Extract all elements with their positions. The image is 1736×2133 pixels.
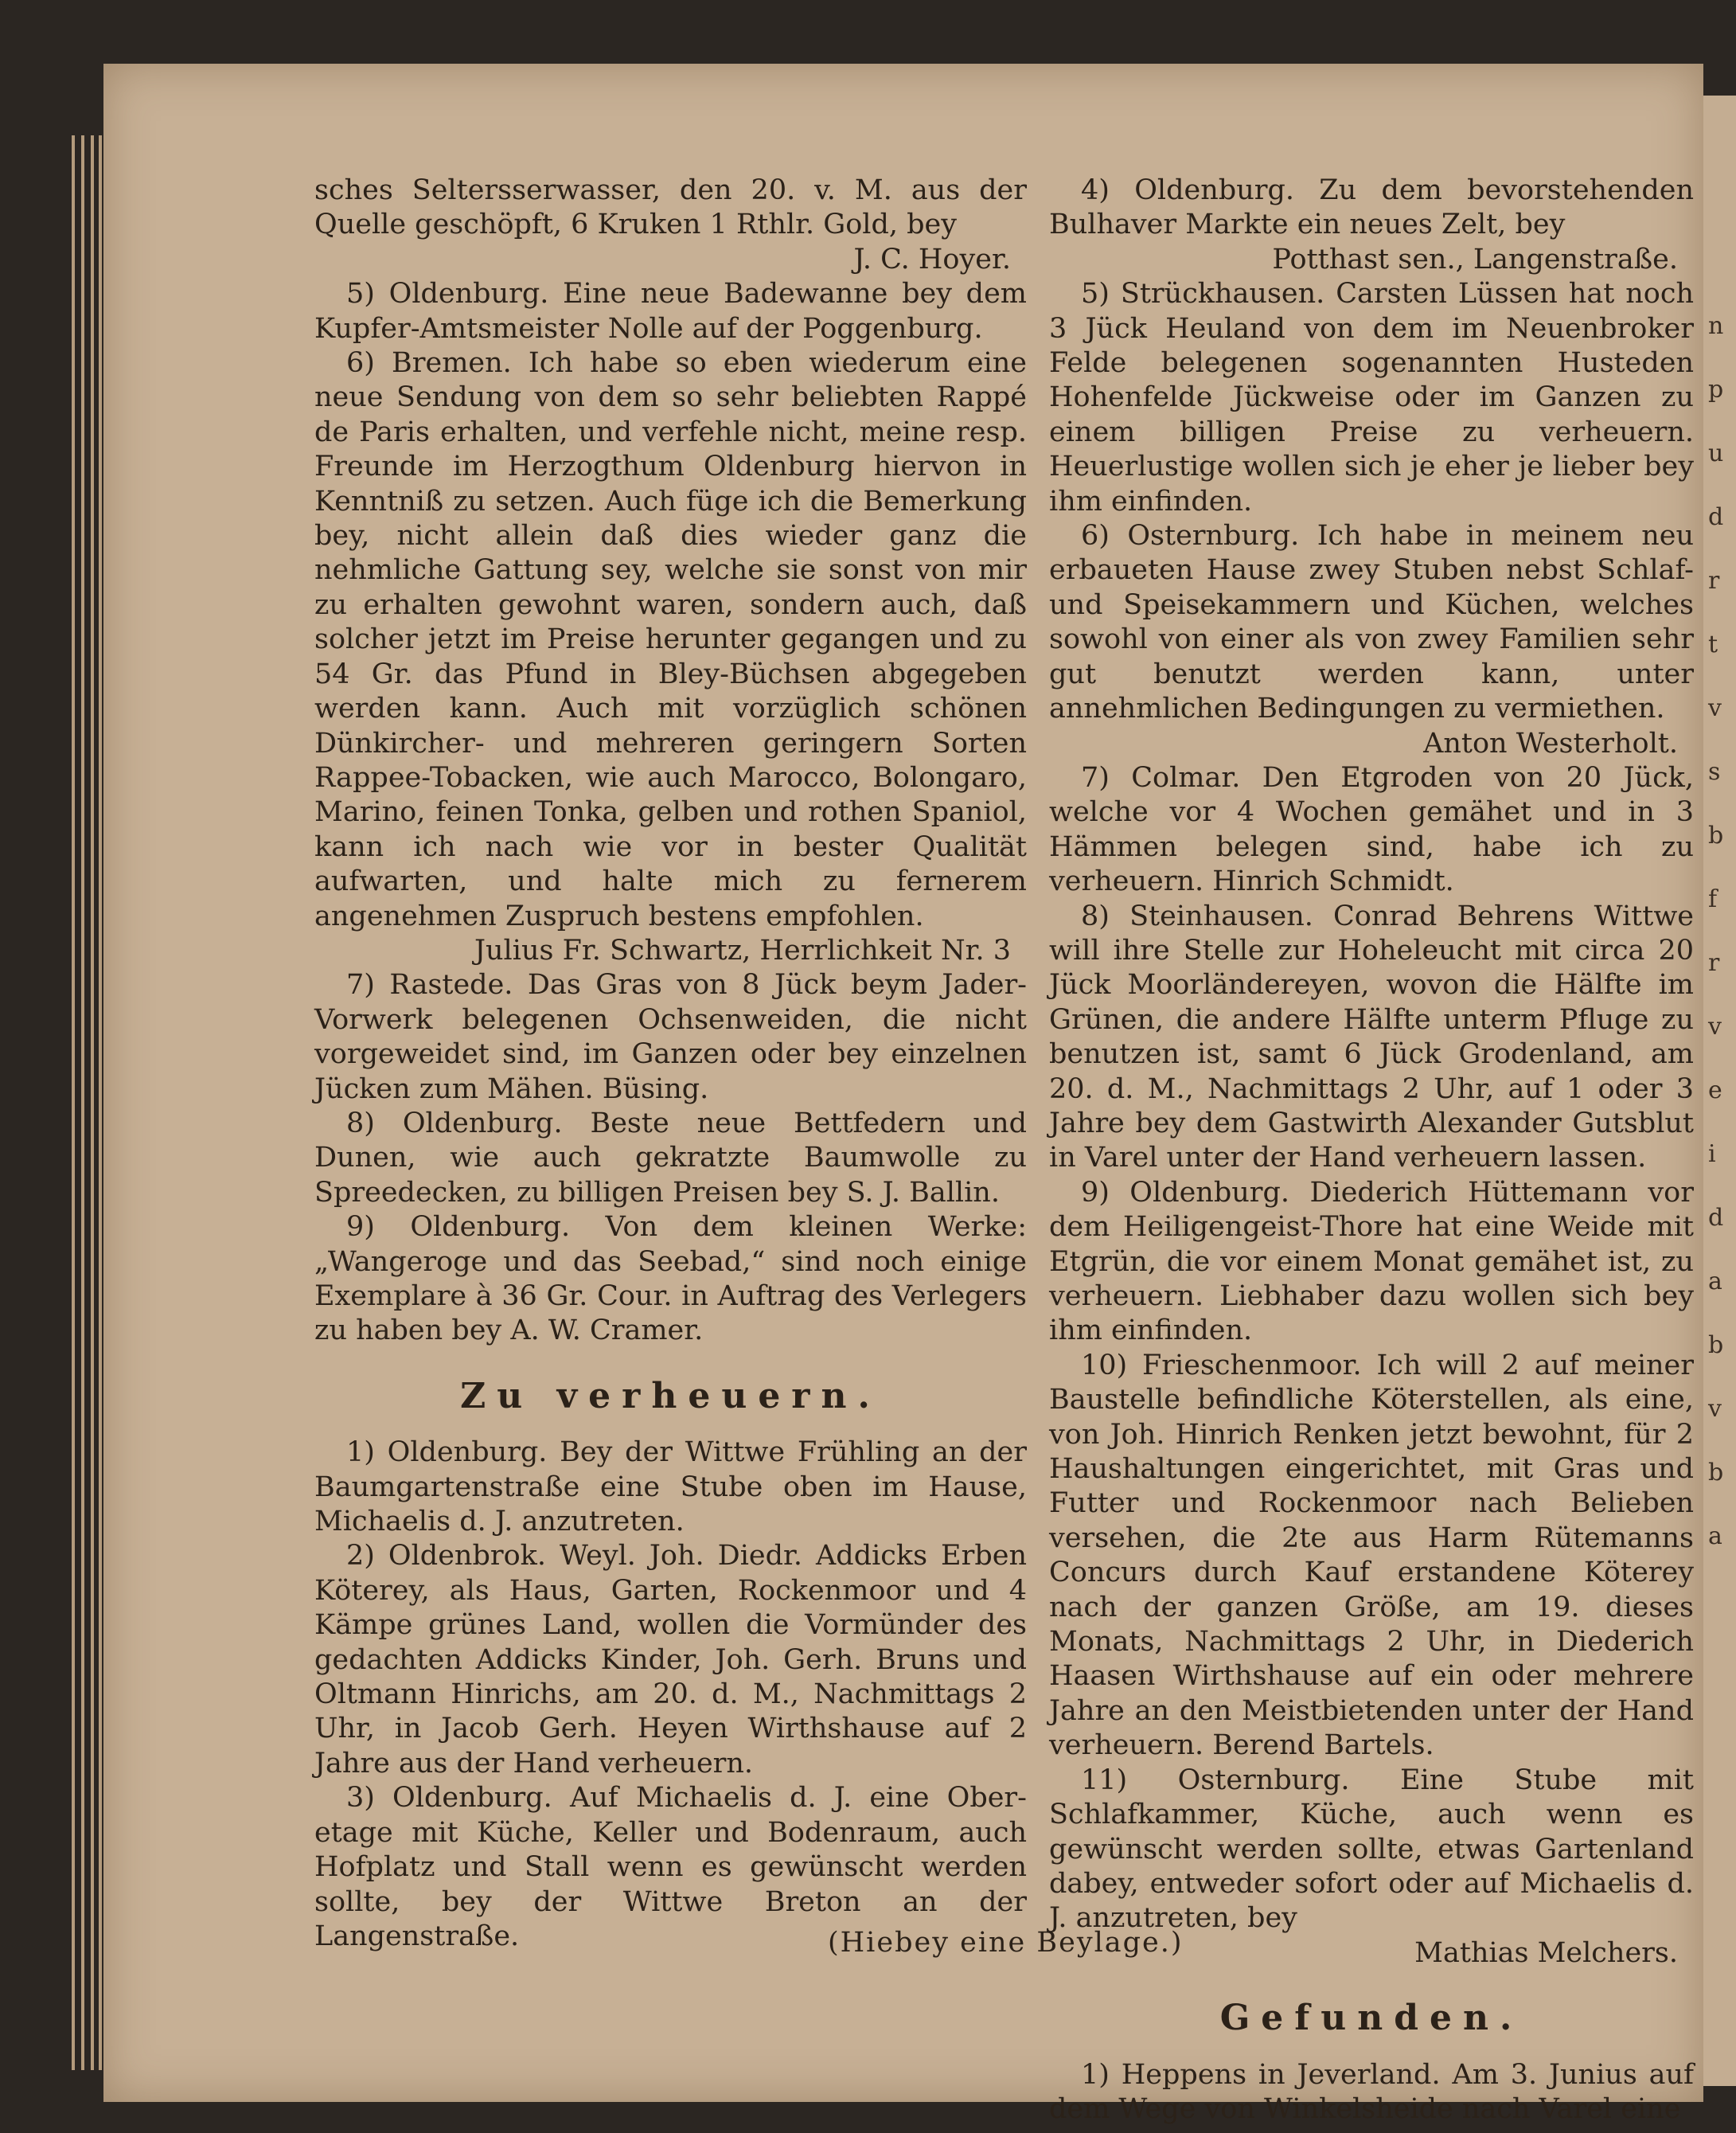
- advertisement: 1) Oldenburg. Bey der Wittwe Frühling an der Baumgartenstraße eine Stube oben im Hause, Michaelis d. J. anzutreten.: [314, 1436, 1027, 1538]
- advertiser-signature: Julius Fr. Schwartz, Herrlichkeit Nr. 3: [474, 934, 1011, 967]
- adjacent-page-fragment: b: [1708, 822, 1724, 850]
- adjacent-page-strip: [1703, 96, 1736, 2086]
- supplement-note: (Hiebey eine Beylage.): [828, 1927, 1184, 1959]
- advertisement: 8) Steinhausen. Conrad Behrens Wittwe will ihre Stelle zur Hoheleucht mit circa 20 Jück Moorländereyen, wovon die Hälfte im Grünen, die andere Hälfte unterm Pfluge zu benutzen ist, samt 6 Jück Grodenland, am 20. d. M., Nachmittags 2 Uhr, auf 1 oder 3 Jahre bey dem Gastwirth Alexander Gutsblut in Varel unter der Hand verheuern lassen.: [1049, 900, 1694, 1174]
- right-column: [1049, 174, 1694, 2127]
- adjacent-page-fragment: d: [1708, 503, 1724, 531]
- advertisement: 6) Osternburg. Ich habe in meinem neu erbaueten Hause zwey Stuben nebst Schlaf- und Speisekammern und Küchen, welches sowohl von einer als von zwey Familien sehr gut benutzt werden kann, unter annehmlichen Bedingungen zu vermiethen.: [1049, 520, 1694, 725]
- advertisement: 1) Heppens in Jeverland. Am 3. Junius auf dem Wege von Winkelsheide nach Varel eine: [1049, 2058, 1694, 2125]
- adjacent-page-fragment: v: [1708, 694, 1722, 722]
- left-column: [314, 174, 1027, 1954]
- page-edge: [99, 135, 102, 2070]
- adjacent-page-fragment: r: [1708, 949, 1720, 977]
- adjacent-page-fragment: u: [1708, 439, 1724, 467]
- advertiser-signature: Anton Westerholt.: [1423, 727, 1678, 760]
- page-edge: [81, 135, 84, 2070]
- advertisement: 8) Oldenburg. Beste neue Bettfedern und Dunen, wie auch gekratzte Baumwolle zu Spreedecken, zu billigen Preisen bey S. J. Ballin.: [314, 1107, 1027, 1209]
- advertiser-signature: J. C. Hoyer.: [853, 243, 1011, 275]
- advertisement: 9) Oldenburg. Diederich Hüttemann vor dem Heiligengeist-Thore hat eine Weide mit Etgrün, die vor einem Monat gemähet ist, zu verheuern. Liebhaber dazu wollen sich bey ihm einfinden.: [1049, 1176, 1694, 1347]
- advertisement: 10) Frieschenmoor. Ich will 2 auf meiner Baustelle befindliche Köterstellen, als eine, von Joh. Hinrich Renken jetzt bewohnt, für 2 Haushaltungen eingerichtet, mit Gras und Futter und Rockenmoor nach Belieben versehen, die 2te aus Harm Rütemanns Concurs durch Kauf erstandene Köterey nach der ganzen Größe, am 19. dieses Monats, Nachmittags 2 Uhr, in Diederich Haasen Wirthshause auf ein oder mehrere Jahre an den Meistbietenden unter der Hand verheuern. Berend Bartels.: [1049, 1349, 1694, 1762]
- advertisement: 7) Colmar. Den Etgroden von 20 Jück, welche vor 4 Wochen gemähet und in 3 Hämmen belegen sind, habe ich zu verheuern. Hinrich Schmidt.: [1049, 761, 1694, 898]
- right-column-section-ads: [1049, 2058, 1694, 2127]
- advertisement: 11) Osternburg. Eine Stube mit Schlafkammer, Küche, auch wenn es gewünscht werden sollte, etwas Gartenland dabey, entweder sofort oder auf Michaelis d. J. anzutreten, bey: [1049, 1764, 1694, 1935]
- advertiser-signature: Mathias Melchers.: [1414, 1936, 1678, 1969]
- advertisement: 4) Oldenburg. Zu dem bevorstehenden Bulhaver Markte ein neues Zelt, bey: [1049, 174, 1694, 241]
- adjacent-page-fragment: d: [1708, 1204, 1724, 1232]
- adjacent-page-fragment: i: [1708, 1140, 1716, 1168]
- section-heading-zu-verheuern: Zu verheuern.: [460, 1375, 881, 1416]
- advertisement: 6) Bremen. Ich habe so eben wiederum eine neue Sendung von dem so sehr beliebten Rappé de Paris erhalten, und verfehle nicht, meine resp. Freunde im Herzogthum Oldenburg hiervon in Kenntniß zu setzen. Auch füge ich die Bemerkung bey, nicht allein daß dies wieder ganz die nehmliche Gattung sey, welche sie sonst von mir zu erhalten gewohnt waren, sondern auch, daß solcher jetzt im Preise herunter gegangen und zu 54 Gr. das Pfund in Bley-Büchsen abgegeben werden kann. Auch mit vorzüglich schönen Dünkircher- und mehreren geringern Sorten Rappee-Tobacken, wie auch Marocco, Bolongaro, Marino, feinen Tonka, gelben und rothen Spaniol, kann ich nach wie vor in bester Qualität aufwarten, und halte mich zu fernerem angenehmen Zuspruch bestens empfohlen.: [314, 347, 1027, 932]
- right-column-ads: [1049, 174, 1694, 1971]
- adjacent-page-fragment: f: [1708, 885, 1718, 913]
- adjacent-page-fragment: p: [1708, 376, 1724, 404]
- adjacent-page-fragment: t: [1708, 631, 1718, 658]
- page-edge: [72, 135, 75, 2070]
- adjacent-page-fragment: e: [1708, 1076, 1722, 1104]
- page-edge: [91, 135, 94, 2070]
- left-column-ads: [314, 174, 1027, 1349]
- advertisement: 9) Oldenburg. Von dem kleinen Werke: „Wangeroge und das Seebad,“ sind noch einige Exemplare à 36 Gr. Cour. in Auftrag des Verlegers zu haben bey A. W. Cramer.: [314, 1211, 1027, 1347]
- advertisement: sches Seltersserwasser, den 20. v. M. aus der Quelle geschöpft, 6 Kruken 1 Rthlr. Gold, bey: [314, 174, 1027, 241]
- adjacent-page-fragment: b: [1708, 1459, 1724, 1486]
- adjacent-page-fragment: b: [1708, 1331, 1724, 1359]
- adjacent-page-fragment: v: [1708, 1013, 1722, 1041]
- adjacent-page-fragment: r: [1708, 567, 1720, 595]
- advertisement: 5) Oldenburg. Eine neue Badewanne bey dem Kupfer-Amtsmeister Nolle auf der Poggenburg.: [314, 278, 1027, 345]
- advertiser-signature: Potthast sen., Langenstraße.: [1272, 243, 1678, 275]
- adjacent-page-text: [1703, 96, 1736, 1568]
- advertisement: 7) Rastede. Das Gras von 8 Jück beym Jader-Vorwerk belegenen Ochsenweiden, die nicht vorgeweidet sind, im Ganzen oder bey einzelnen Jücken zum Mähen. Büsing.: [314, 969, 1027, 1105]
- left-column-section-ads: [314, 1436, 1027, 1954]
- section-heading-gefunden: Gefunden.: [1219, 1998, 1523, 2039]
- advertisement: 2) Oldenbrok. Weyl. Joh. Diedr. Addicks Erben Köterey, als Haus, Garten, Rockenmoor und 4 Kämpe grünes Land, wollen die Vormünder des gedachten Addicks Kinder, Joh. Gerh. Bruns und Oltmann Hinrichs, am 20. d. M., Nachmittags 2 Uhr, in Jacob Gerh. Heyen Wirthshause auf 2 Jahre aus der Hand verheuern.: [314, 1540, 1027, 1779]
- advertisement: 5) Strückhausen. Carsten Lüssen hat noch 3 Jück Heuland von dem im Neuenbroker Felde belegenen sogenannten Husteden Hohenfelde Jückweise oder im Ganzen zu einem billigen Preise zu verheuern. Heuerlustige wollen sich je eher je lieber bey ihm einfinden.: [1049, 278, 1694, 518]
- adjacent-page-fragment: s: [1708, 758, 1721, 786]
- advertisement: 3) Oldenburg. Auf Michaelis d. J. eine Ober-etage mit Küche, Keller und Bodenraum, auch Hofplatz und Stall wenn es gewünscht werden sollte, bey der Wittwe Breton an der Langenstraße.: [314, 1782, 1027, 1952]
- adjacent-page-fragment: a: [1708, 1268, 1722, 1295]
- adjacent-page-fragment: a: [1708, 1522, 1722, 1550]
- adjacent-page-fragment: n: [1708, 312, 1724, 340]
- adjacent-page-fragment: v: [1708, 1395, 1722, 1423]
